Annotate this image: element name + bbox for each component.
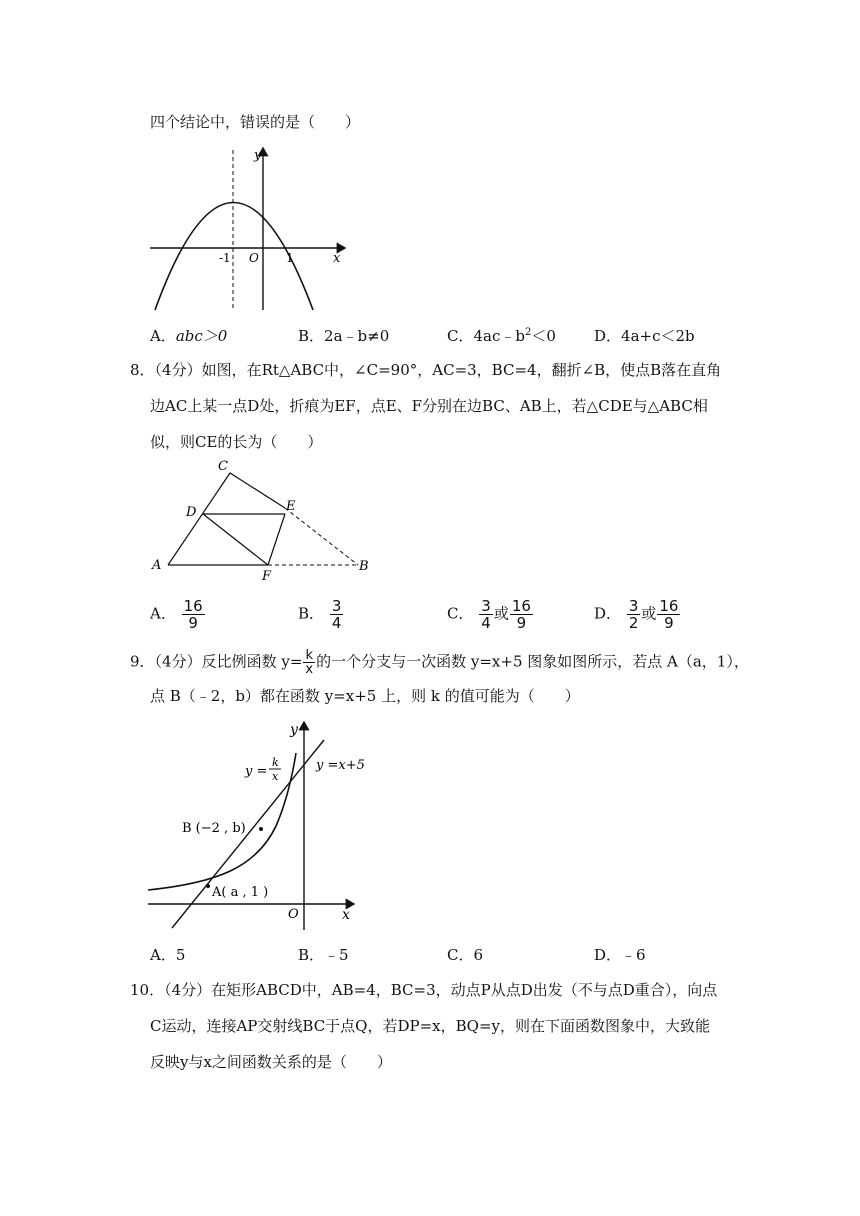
q8-option-d-key: D． bbox=[594, 604, 622, 623]
q9-option-a[interactable] bbox=[150, 945, 185, 965]
q7-option-a-text: abc＞0 bbox=[175, 327, 228, 345]
q9-option-d-text: ﹣6 bbox=[621, 946, 646, 964]
q8-option-b-num: 3 bbox=[331, 597, 342, 615]
q8-segment-e-f bbox=[268, 514, 285, 565]
q9-line-1-pre: 9．（4分）反比例函数 y= bbox=[130, 652, 303, 671]
q9-option-c-text: 6 bbox=[473, 946, 484, 964]
q7-option-b-key: B． bbox=[298, 327, 325, 345]
q8-option-a[interactable] bbox=[150, 598, 206, 631]
q7-option-b-text: 2a﹣b≠0 bbox=[324, 327, 390, 345]
q8-option-c-fraction-2 bbox=[510, 598, 533, 631]
q7-option-a-key: A． bbox=[150, 327, 176, 345]
q7-option-c-key: C． bbox=[447, 327, 474, 345]
q8-option-c-den-2: 9 bbox=[516, 614, 527, 632]
q9-option-c[interactable] bbox=[447, 945, 483, 965]
q8-option-d-fraction-1 bbox=[627, 598, 641, 631]
q8-label-b: B bbox=[359, 559, 369, 574]
q8-option-c-key: C． bbox=[447, 604, 474, 623]
q9-x-label: x bbox=[342, 907, 350, 923]
q8-option-c-fraction-1 bbox=[479, 598, 493, 631]
q9-option-a-text: 5 bbox=[175, 946, 186, 964]
q9-option-d[interactable] bbox=[594, 945, 646, 965]
q9-line-label: y =x+5 bbox=[316, 758, 365, 773]
q8-line-2: 边AC上某一点D处，折痕为EF，点E、F分别在边BC、AB上，若△CDE与△ABC相 bbox=[150, 397, 708, 415]
q7-y-label: y bbox=[254, 148, 262, 163]
q7-tick-1: 1 bbox=[286, 251, 294, 265]
q7-option-c-text: 4ac﹣b bbox=[473, 327, 525, 345]
q8-option-d-den-2: 9 bbox=[664, 614, 674, 632]
q7-tick-neg1: -1 bbox=[219, 251, 231, 265]
q8-label-a: A bbox=[152, 558, 162, 573]
q8-label-c: C bbox=[218, 459, 228, 474]
q8-option-c-or: 或 bbox=[493, 604, 509, 623]
q10-line-3: 反映y与x之间函数关系的是（ ） bbox=[150, 1053, 392, 1071]
q8-line-3: 似，则CE的长为（ ） bbox=[150, 433, 323, 451]
q8-option-c-num-1: 3 bbox=[481, 597, 491, 615]
q9-line-1 bbox=[130, 649, 749, 676]
q8-option-a-fraction bbox=[182, 598, 205, 631]
q8-option-d-num-2: 16 bbox=[659, 597, 679, 615]
q8-option-a-den: 9 bbox=[188, 614, 198, 632]
q9-curve-num: k bbox=[272, 756, 279, 769]
q9-y-label: y bbox=[290, 722, 298, 738]
q9-frac-den: x bbox=[305, 662, 314, 677]
q7-option-d-text: 4a+c＜2b bbox=[621, 327, 695, 345]
q8-segment-d-f bbox=[203, 514, 268, 565]
q9-option-b-key: B． bbox=[298, 946, 325, 964]
q8-label-e: E bbox=[286, 499, 296, 514]
q8-label-f: F bbox=[262, 569, 272, 584]
q8-option-c[interactable] bbox=[447, 598, 534, 631]
q9-point-a-dot bbox=[206, 884, 210, 888]
q9-point-b-label: B (−2 , b) bbox=[182, 821, 246, 836]
q8-option-d-or: 或 bbox=[641, 604, 657, 623]
q8-option-b[interactable] bbox=[298, 598, 344, 631]
q9-option-b-text: ﹣5 bbox=[324, 946, 349, 964]
q9-line-1-fraction bbox=[303, 649, 315, 676]
q7-parabola-figure bbox=[145, 145, 355, 315]
q8-option-b-den: 4 bbox=[331, 614, 342, 632]
q9-origin: O bbox=[288, 907, 299, 922]
q9-point-a-label: A( a , 1 ) bbox=[212, 885, 269, 900]
q9-option-a-key: A． bbox=[150, 946, 176, 964]
q8-option-d-fraction-2 bbox=[657, 598, 680, 631]
q8-option-d-den-1: 2 bbox=[628, 614, 639, 632]
q8-segment-e-b-dashed bbox=[285, 508, 358, 565]
q7-option-d[interactable] bbox=[594, 326, 695, 346]
q9-curve-den: x bbox=[272, 770, 279, 783]
q7-option-c[interactable] bbox=[447, 326, 556, 346]
q7-option-c-sup: 2 bbox=[524, 327, 532, 338]
q8-option-a-key: A． bbox=[150, 604, 176, 623]
q9-option-b[interactable] bbox=[298, 945, 349, 965]
q7-option-c-text-post: ＜0 bbox=[531, 327, 556, 345]
q9-point-b-dot bbox=[259, 827, 263, 831]
q9-line-2: 点 B（﹣2，b）都在函数 y=x+5 上，则 k 的值可能为（ ） bbox=[150, 687, 580, 705]
q7-origin: O bbox=[249, 251, 259, 265]
q8-option-c-num-2: 16 bbox=[511, 597, 531, 615]
q8-option-b-fraction bbox=[330, 598, 344, 631]
q8-option-c-den-1: 4 bbox=[481, 614, 491, 632]
q10-line-1: 10．（4分）在矩形ABCD中，AB=4，BC=3，动点P从点D出发（不与点D重合），向点 bbox=[130, 981, 718, 999]
q9-function-figure bbox=[146, 718, 366, 933]
q9-frac-num: k bbox=[303, 649, 315, 663]
q8-option-d-num-1: 3 bbox=[628, 597, 639, 615]
q9-curve-lhs: y = bbox=[245, 764, 268, 779]
q8-label-d: D bbox=[186, 505, 197, 520]
q8-option-a-num: 16 bbox=[183, 597, 203, 615]
q10-line-2: C运动，连接AP交射线BC于点Q，若DP=x，BQ=y，则在下面函数图象中，大致能 bbox=[150, 1017, 710, 1035]
q8-option-b-key: B． bbox=[298, 604, 325, 623]
q7-option-d-key: D． bbox=[594, 327, 622, 345]
q8-option-d[interactable] bbox=[594, 598, 681, 631]
q9-option-c-key: C． bbox=[447, 946, 474, 964]
q8-line-1: 8．（4分）如图，在Rt△ABC中，∠C=90°，AC=3，BC=4，翻折∠B，使点B落在直角 bbox=[130, 361, 722, 379]
q7-x-label: x bbox=[333, 251, 341, 266]
q7-option-a[interactable] bbox=[150, 326, 227, 346]
q9-option-d-key: D． bbox=[594, 946, 622, 964]
q7-option-b[interactable] bbox=[298, 326, 389, 346]
q9-line-1-post: 的一个分支与一次函数 y=x+5 图象如图所示，若点 A（a，1）， bbox=[316, 652, 749, 671]
q8-triangle-figure bbox=[148, 458, 378, 588]
q7-stem-tail: 四个结论中，错误的是（ ） bbox=[150, 113, 361, 131]
